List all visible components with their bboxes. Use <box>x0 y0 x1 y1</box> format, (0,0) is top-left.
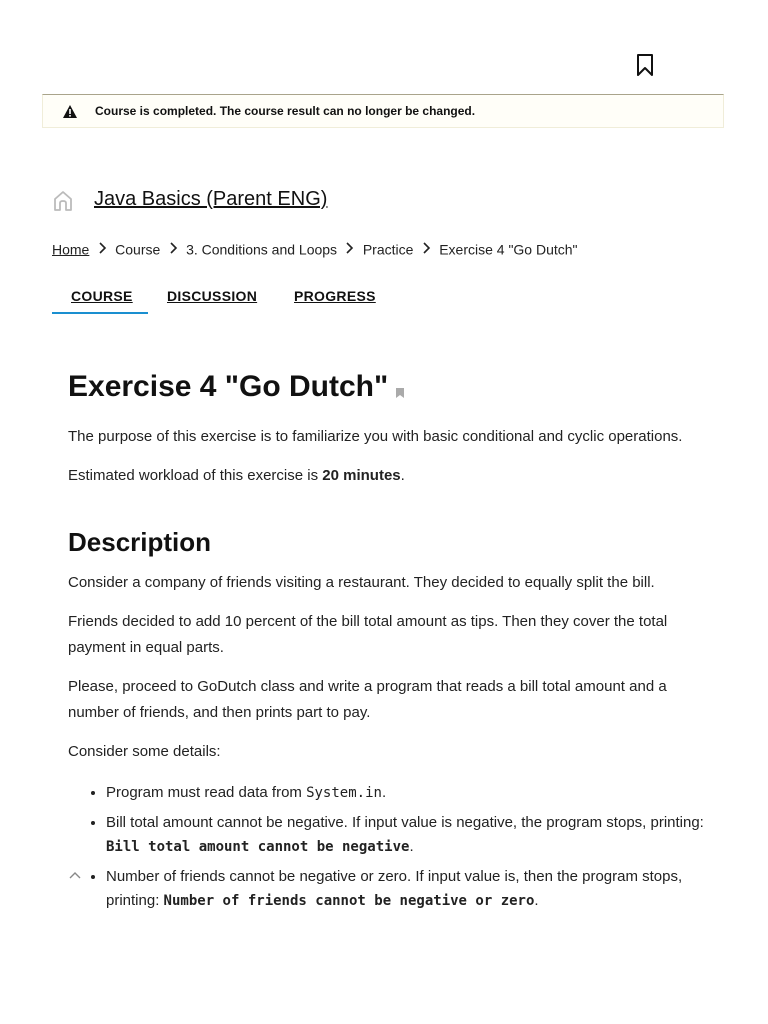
bullet-text: Number of friends cannot be negative or zero. If input value is, then the program stops, printing: <box>106 868 683 909</box>
tab-course[interactable]: COURSE <box>71 288 133 304</box>
tab-discussion[interactable]: DISCUSSION <box>167 288 258 304</box>
banner-message: Course is completed. The course result can no longer be changed. <box>95 104 476 118</box>
chevron-right-icon <box>93 241 111 257</box>
bullet-end: . <box>381 784 387 801</box>
list-item <box>106 865 708 913</box>
bookmark-icon[interactable] <box>396 388 404 398</box>
course-title-link[interactable]: Java Basics (Parent ENG) <box>94 188 328 210</box>
description-paragraph-2: Friends decided to add 10 percent of the bill total amount as tips. Then they cover the total payment in equal parts. <box>68 613 668 656</box>
list-item <box>106 781 708 805</box>
workload-suffix: . <box>400 467 405 484</box>
page-title-text: Exercise 4 "Go Dutch" <box>68 370 389 403</box>
course-completed-banner <box>42 94 724 128</box>
breadcrumb-subsection[interactable]: Practice <box>362 241 414 258</box>
breadcrumb-home[interactable]: Home <box>52 241 90 258</box>
workload-prefix: Estimated workload of this exercise is <box>68 467 323 484</box>
warning-icon <box>63 105 77 118</box>
workload-value: 20 minutes <box>322 467 401 484</box>
description-paragraph-3: Please, proceed to GoDutch class and write a program that reads a bill total amount and a number of friends, and then prints part to pay. <box>68 678 667 721</box>
bullet-end: . <box>409 838 414 855</box>
inline-code: Bill total amount cannot be negative <box>106 839 410 855</box>
workload-paragraph <box>68 463 708 489</box>
tab-progress[interactable]: PROGRESS <box>294 288 376 304</box>
unit-content <box>68 370 708 919</box>
chevron-right-icon <box>417 241 435 257</box>
chevron-right-icon <box>164 241 182 257</box>
home-icon[interactable] <box>52 190 74 212</box>
description-paragraph-4: Consider some details: <box>68 743 221 760</box>
breadcrumb <box>52 240 578 257</box>
chevron-right-icon <box>341 241 359 257</box>
inline-code: Number of friends cannot be negative or zero <box>163 893 535 909</box>
breadcrumb-current: Exercise 4 "Go Dutch" <box>439 241 578 258</box>
chevron-up-icon[interactable] <box>68 870 82 880</box>
bullet-text: Program must read data from <box>106 784 307 801</box>
list-item <box>106 811 708 859</box>
inline-code: System.in <box>306 785 382 801</box>
bullet-text: Bill total amount cannot be negative. If input value is negative, the program stops, printing: <box>106 814 704 831</box>
intro-paragraph: The purpose of this exercise is to familiarize you with basic conditional and cyclic operations. <box>68 428 683 445</box>
bookmark-icon[interactable] <box>634 53 656 77</box>
details-list <box>68 781 708 913</box>
bullet-end: . <box>534 892 539 909</box>
description-heading: Description <box>68 527 212 557</box>
breadcrumb-course[interactable]: Course <box>115 241 161 258</box>
course-tabs <box>52 288 452 314</box>
page-title <box>68 370 388 404</box>
active-tab-indicator <box>52 312 148 314</box>
breadcrumb-section[interactable]: 3. Conditions and Loops <box>186 241 338 258</box>
description-paragraph-1: Consider a company of friends visiting a restaurant. They decided to equally split the bill. <box>68 574 655 591</box>
